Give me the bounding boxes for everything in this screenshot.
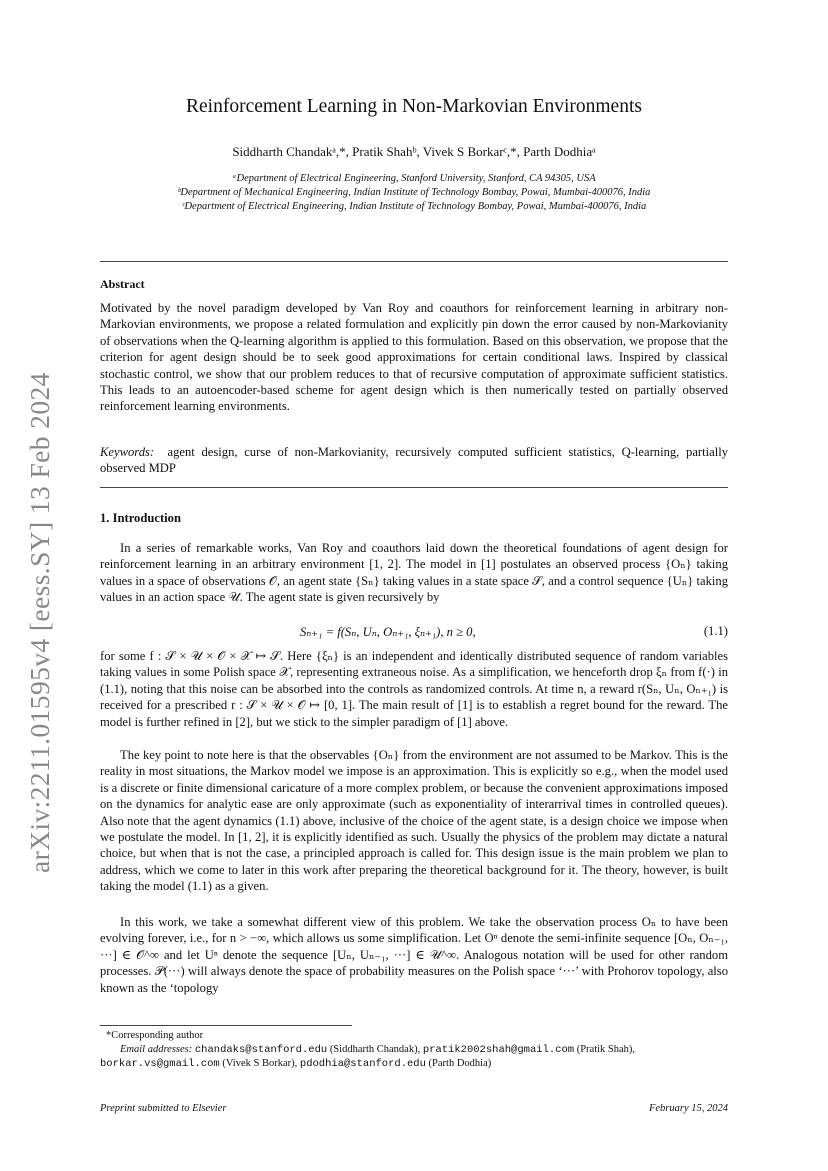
- arxiv-id: arXiv:2211.01595v4 [eess.SY] 13 Feb 2024: [24, 372, 55, 873]
- equation-formula: Sₙ₊₁ = f(Sₙ, Uₙ, Oₙ₊₁, ξₙ₊₁), n ≥ 0,: [300, 625, 476, 639]
- footnote-emails: [100, 1043, 728, 1071]
- intro-paragraph-1: In a series of remarkable works, Van Roy and coauthors laid down the theoretical foundations of agent design for reinforcement learning in an arbitrary environment [1, 2]. The model in [1] postulates an observed process {Oₙ} taking values in a space of observations 𝒪, an agent state {Sₙ} taking values in a state space 𝒮, and a control sequence {Uₙ} taking values in an action space 𝒰. The agent state is given recursively by: [100, 541, 728, 605]
- keywords-label: Keywords:: [100, 445, 155, 459]
- abstract-heading: Abstract: [100, 277, 145, 291]
- paper-title: Reinforcement Learning in Non-Markovian Environments: [186, 96, 642, 117]
- affiliation-b: ᵇDepartment of Mechanical Engineering, Indian Institute of Technology Bombay, Powai, Mumbai-400076, India: [177, 187, 651, 198]
- equation-1-1: [100, 624, 728, 642]
- email-link[interactable]: pdodhia@stanford.edu: [299, 1058, 426, 1070]
- email-owner: (Siddharth Chandak),: [329, 1044, 421, 1055]
- preprint-note: Preprint submitted to Elsevier: [100, 1103, 227, 1114]
- section-heading: 1. Introduction: [100, 511, 181, 525]
- affiliation-c: ᶜDepartment of Electrical Engineering, Indian Institute of Technology Bombay, Powai, Mumbai-400076, India: [181, 201, 647, 212]
- preprint-date: February 15, 2024: [648, 1103, 728, 1114]
- equation-number: (1.1): [703, 624, 728, 638]
- intro-paragraph-3: The key point to note here is that the observables {Oₙ} from the environment are not assumed to be Markov. This is the reality in most situations, the Markov model we impose is an approximation. This is explicitly so e.g., when the model used is a discrete or finite dimensional caricature of a more complex problem, or because the convenient approximations imposed on the dynamics for analytic ease are only approximate (such as exponentiality of interarrival times in controlled queues). Also note that the agent dynamics (1.1) above, inclusive of the choice of the agent state, is a design choice we impose when we postulate the model. In [1, 2], it is explicitly identified as such. Usually the physics of the problem may dictate a natural choice, but when that is not the case, a principled approach is called for. This design issue is the main problem we plan to address, which we come to later in this work after preparing the theoretical background for it. The theory, however, is built taking the model (1.1) as a given.: [100, 748, 728, 894]
- email-owner: (Parth Dodhia): [428, 1058, 492, 1069]
- email-owner: (Pratik Shah),: [576, 1044, 636, 1055]
- email-link[interactable]: pratik2002shah@gmail.com: [422, 1044, 575, 1056]
- intro-paragraph-4: In this work, we take a somewhat different view of this problem. We take the observation process Oₙ to have been evolving forever, i.e., for n > −∞, which allows us some simplification. Let Oⁿ denote the semi-infinite sequence [Oₙ, Oₙ₋₁, ···] ∈ 𝒪^∞ and let Uⁿ denote the sequence [Uₙ, Uₙ₋₁, ···] ∈ 𝒰^∞. Analogous notation will be used for other random processes. 𝒫(···) will always denote the space of probability measures on the Polish space ‘···’ with Prohorov topology, also known as the ‘topology: [100, 915, 728, 995]
- keywords-text: agent design, curse of non-Markovianity, recursively computed sufficient statistics, Q-learning, partially observed MDP: [100, 445, 728, 476]
- intro-paragraph-2: for some f : 𝒮 × 𝒰 × 𝒪 × 𝒳 ↦ 𝒮. Here {ξₙ} is an independent and identically distributed sequence of random variables taking values in some Polish space 𝒳, representing extraneous noise. As a simplification, we henceforth drop ξₙ from f(·) in (1.1), noting that this noise can be absorbed into the controls as randomized controls. At time n, a reward r(Sₙ, Uₙ, Oₙ₊₁) is received for a prescribed r : 𝒮 × 𝒰 × 𝒪 ↦ [0, 1]. The main result of [1] is to establish a regret bound for the reward. The model is further refined in [2], but we stick to the simpler paradigm of [1] above.: [100, 649, 728, 729]
- arxiv-stamp: [18, 355, 58, 875]
- keywords: [100, 444, 728, 477]
- email-link[interactable]: chandaks@stanford.edu: [194, 1044, 328, 1056]
- affiliation-a: ᵃDepartment of Electrical Engineering, Stanford University, Stanford, CA 94305, USA: [232, 173, 596, 184]
- email-label: Email addresses:: [120, 1044, 193, 1055]
- author-list: Siddharth Chandakᵃ,*, Pratik Shahᵇ, Vivek S Borkarᶜ,*, Parth Dodhiaᵃ: [232, 144, 596, 159]
- abstract-text: Motivated by the novel paradigm developed by Van Roy and coauthors for reinforcement learning in arbitrary non-Markovian environments, we propose a related formulation and explicitly pin down the error caused by non-Markovianity of observations when the Q-learning algorithm is applied to this formulation. Based on this observation, we propose that the criterion for agent design should be to seek good approximations for certain conditional laws. Inspired by classical stochastic control, we show that our problem reduces to that of recursive computation of approximate sufficient statistics. This leads to an autoencoder-based scheme for agent design which is then numerically tested on partially observed reinforcement learning environments.: [100, 301, 728, 414]
- email-owner: (Vivek S Borkar),: [222, 1058, 298, 1069]
- abstract-top-rule: [100, 261, 728, 262]
- abstract-bottom-rule: [100, 487, 728, 488]
- email-link[interactable]: borkar.vs@gmail.com: [100, 1058, 220, 1070]
- footnote-rule: [100, 1025, 352, 1026]
- footnote-corresponding: *Corresponding author: [106, 1030, 204, 1041]
